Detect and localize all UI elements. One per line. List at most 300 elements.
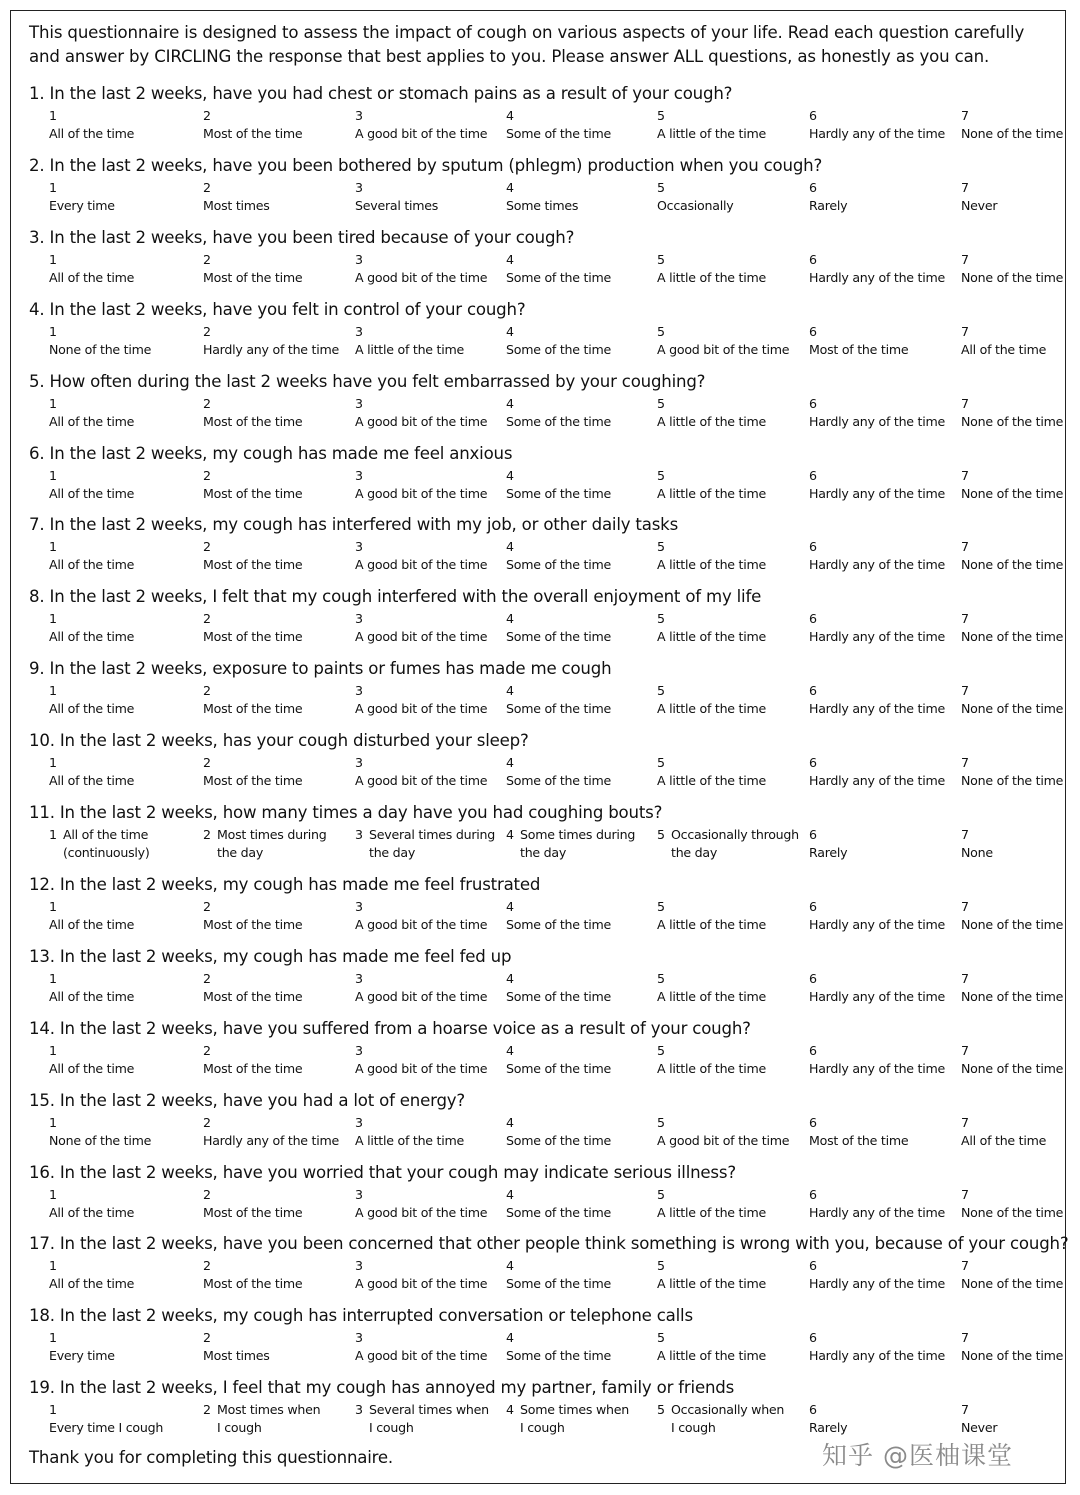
response-number: 5 <box>657 395 665 411</box>
response-number: 7 <box>961 395 969 411</box>
response-option[interactable] <box>203 467 302 503</box>
response-option[interactable] <box>355 1042 487 1078</box>
question-text: 17. In the last 2 weeks, have you been concerned that other people think something is wrong with you, because of your cough? <box>29 1234 1069 1254</box>
question-item <box>0 802 1080 874</box>
response-number: 6 <box>809 755 817 771</box>
response-label: A little of the time <box>657 1348 767 1364</box>
response-label: A good bit of the time <box>355 269 488 285</box>
response-option[interactable] <box>506 251 611 287</box>
response-option[interactable] <box>49 467 134 503</box>
response-number: 7 <box>961 539 969 555</box>
response-option[interactable] <box>961 1401 997 1437</box>
response-label: All of the time <box>49 413 135 429</box>
response-label: Hardly any of the time <box>809 773 946 789</box>
response-option[interactable] <box>809 1257 945 1293</box>
response-label: Hardly any of the time <box>809 269 946 285</box>
response-option[interactable] <box>355 898 487 934</box>
response-number: 4 <box>506 683 514 699</box>
response-option[interactable] <box>506 754 611 790</box>
response-option[interactable] <box>657 970 766 1006</box>
question-item <box>0 1305 1080 1377</box>
response-option[interactable] <box>49 682 134 718</box>
closing-text: Thank you for completing this questionnaire. <box>29 1448 393 1467</box>
response-label: Most of the time <box>203 701 303 717</box>
response-option[interactable] <box>657 323 789 359</box>
response-label: A good bit of the time <box>355 988 488 1004</box>
response-option[interactable] <box>49 323 151 359</box>
response-option[interactable] <box>355 1401 489 1437</box>
response-label: A good bit of the time <box>355 413 488 429</box>
question-item <box>0 1233 1080 1305</box>
response-option[interactable] <box>203 970 302 1006</box>
response-label: A little of the time <box>657 1276 767 1292</box>
response-number: 4 <box>506 1186 514 1202</box>
question-item <box>0 514 1080 586</box>
response-number: 6 <box>809 970 817 986</box>
response-option[interactable] <box>809 826 847 862</box>
response-option[interactable] <box>961 898 1063 934</box>
response-number: 4 <box>506 1042 514 1058</box>
response-option[interactable] <box>506 1401 629 1437</box>
question-text: 2. In the last 2 weeks, have you been bothered by sputum (phlegm) production when you cough? <box>29 155 823 175</box>
response-label: Hardly any of the time <box>809 557 946 573</box>
response-label: Hardly any of the time <box>203 341 340 357</box>
question-text: 9. In the last 2 weeks, exposure to paints or fumes has made me cough <box>29 659 612 679</box>
response-number: 7 <box>961 970 969 986</box>
response-label: Every time <box>49 197 115 213</box>
response-option[interactable] <box>657 1329 766 1365</box>
response-option[interactable] <box>49 1329 115 1365</box>
response-option[interactable] <box>657 1257 766 1293</box>
question-text: 7. In the last 2 weeks, my cough has interfered with my job, or other daily tasks <box>29 515 679 535</box>
response-number: 6 <box>809 898 817 914</box>
response-number: 6 <box>809 179 817 195</box>
response-number: 3 <box>355 1258 363 1274</box>
response-number: 1 <box>49 611 57 627</box>
response-label: A little of the time <box>657 629 767 645</box>
question-text: 10. In the last 2 weeks, has your cough disturbed your sleep? <box>29 731 529 751</box>
response-label: All of the time <box>49 485 135 501</box>
response-number: 6 <box>809 1330 817 1346</box>
response-option[interactable] <box>506 323 611 359</box>
response-number: 2 <box>203 1186 211 1202</box>
response-option[interactable] <box>49 754 134 790</box>
response-option[interactable] <box>355 970 487 1006</box>
response-label: Never <box>961 197 998 213</box>
response-number: 6 <box>809 1186 817 1202</box>
response-label: Occasionally when I cough <box>671 1402 785 1436</box>
response-option[interactable] <box>355 179 438 215</box>
response-label: Hardly any of the time <box>809 988 946 1004</box>
response-number: 4 <box>506 539 514 555</box>
response-option[interactable] <box>809 323 908 359</box>
response-option[interactable] <box>961 1042 1063 1078</box>
response-option[interactable] <box>809 538 945 574</box>
response-option[interactable] <box>961 682 1063 718</box>
response-number: 1 <box>49 251 57 267</box>
response-number: 4 <box>506 827 514 842</box>
response-number: 3 <box>355 1114 363 1130</box>
response-label: Most of the time <box>203 269 303 285</box>
response-option[interactable] <box>506 467 611 503</box>
question-text: 16. In the last 2 weeks, have you worried that your cough may indicate serious illness? <box>29 1162 736 1182</box>
response-number: 2 <box>203 1402 211 1418</box>
response-option[interactable] <box>657 1401 784 1437</box>
response-label: Most of the time <box>203 413 303 429</box>
response-number: 2 <box>203 1042 211 1058</box>
question-item <box>0 155 1080 227</box>
response-option[interactable] <box>203 682 302 718</box>
response-option[interactable] <box>657 1042 766 1078</box>
response-label: All of the time <box>49 1060 135 1076</box>
response-option[interactable] <box>203 1329 270 1365</box>
response-option[interactable] <box>203 1257 302 1293</box>
response-number: 3 <box>355 467 363 483</box>
response-option[interactable] <box>506 970 611 1006</box>
response-option[interactable] <box>355 538 487 574</box>
response-option[interactable] <box>506 179 578 215</box>
response-number: 7 <box>961 108 969 123</box>
response-option[interactable] <box>49 395 134 431</box>
response-label: All of the time <box>49 1276 135 1292</box>
response-option[interactable] <box>49 538 134 574</box>
response-option[interactable] <box>809 1329 945 1365</box>
question-text: 11. In the last 2 weeks, how many times a day have you had coughing bouts? <box>29 803 663 822</box>
response-number: 7 <box>961 323 969 339</box>
response-number: 1 <box>49 1042 57 1058</box>
response-option[interactable] <box>961 1114 1046 1150</box>
response-number: 1 <box>49 323 57 339</box>
response-option[interactable] <box>657 682 766 718</box>
response-label: Hardly any of the time <box>809 126 946 141</box>
response-option[interactable] <box>355 610 487 646</box>
response-option[interactable] <box>355 1329 487 1365</box>
response-number: 4 <box>506 251 514 267</box>
response-option[interactable] <box>809 682 945 718</box>
response-option[interactable] <box>961 1329 1063 1365</box>
response-number: 4 <box>506 1114 514 1130</box>
response-number: 4 <box>506 898 514 914</box>
response-number: 7 <box>961 1330 969 1346</box>
response-label: Most times <box>203 1348 270 1364</box>
response-option[interactable] <box>961 970 1063 1006</box>
response-option[interactable] <box>203 179 270 215</box>
response-option[interactable] <box>809 754 945 790</box>
response-option[interactable] <box>49 1042 134 1078</box>
response-number: 6 <box>809 611 817 627</box>
question-text: 14. In the last 2 weeks, have you suffered from a hoarse voice as a result of your cough? <box>29 1018 751 1038</box>
response-label: A good bit of the time <box>355 1204 488 1220</box>
question-text: 6. In the last 2 weeks, my cough has made me feel anxious <box>29 443 513 463</box>
response-option[interactable] <box>961 107 1063 143</box>
response-option[interactable] <box>961 395 1063 431</box>
response-label: A good bit of the time <box>355 629 488 645</box>
response-number: 2 <box>203 395 211 411</box>
response-option[interactable] <box>506 1114 611 1150</box>
response-number: 1 <box>49 1258 57 1274</box>
response-number: 3 <box>355 1330 363 1346</box>
response-label: A good bit of the time <box>355 701 488 717</box>
response-number: 5 <box>657 611 665 627</box>
question-item <box>0 658 1080 730</box>
response-label: Every time <box>49 1348 115 1364</box>
response-number: 4 <box>506 467 514 483</box>
response-option[interactable] <box>961 323 1046 359</box>
response-number: 5 <box>657 1402 665 1418</box>
response-number: 3 <box>355 755 363 771</box>
response-option[interactable] <box>203 107 302 143</box>
response-number: 3 <box>355 1186 363 1202</box>
response-option[interactable] <box>657 467 766 503</box>
response-label: All of the time <box>49 629 135 645</box>
question-text: 19. In the last 2 weeks, I feel that my cough has annoyed my partner, family or friends <box>29 1378 735 1398</box>
response-option[interactable] <box>506 682 611 718</box>
response-label: A good bit of the time <box>355 485 488 501</box>
response-option[interactable] <box>657 1114 789 1150</box>
response-number: 7 <box>961 1042 969 1058</box>
response-label: Hardly any of the time <box>809 1276 946 1292</box>
response-label: None of the time <box>961 1276 1064 1292</box>
response-option[interactable] <box>203 323 339 359</box>
response-number: 3 <box>355 970 363 986</box>
response-option[interactable] <box>203 1042 302 1078</box>
response-number: 7 <box>961 1402 969 1418</box>
response-number: 2 <box>203 323 211 339</box>
response-option[interactable] <box>506 826 635 862</box>
response-option[interactable] <box>355 1186 487 1222</box>
response-label: Some of the time <box>506 341 611 357</box>
response-option[interactable] <box>355 467 487 503</box>
response-option[interactable] <box>961 826 993 862</box>
response-number: 1 <box>49 395 57 411</box>
response-number: 1 <box>49 1186 57 1202</box>
question-text: 5. How often during the last 2 weeks have you felt embarrassed by your coughing? <box>29 371 706 391</box>
response-label: All of the time <box>49 126 135 141</box>
response-option[interactable] <box>355 826 495 862</box>
response-label: Some of the time <box>506 413 611 429</box>
response-label: None of the time <box>961 916 1064 932</box>
response-option[interactable] <box>961 1257 1063 1293</box>
response-option[interactable] <box>203 1114 339 1150</box>
response-option[interactable] <box>506 1329 611 1365</box>
response-option[interactable] <box>203 538 302 574</box>
response-number: 1 <box>49 467 57 483</box>
response-option[interactable] <box>355 754 487 790</box>
response-option[interactable] <box>657 538 766 574</box>
response-number: 2 <box>203 970 211 986</box>
response-number: 1 <box>49 683 57 699</box>
response-option[interactable] <box>506 395 611 431</box>
response-option[interactable] <box>49 251 134 287</box>
response-number: 4 <box>506 611 514 627</box>
response-option[interactable] <box>961 467 1063 503</box>
response-label: Some of the time <box>506 1204 611 1220</box>
response-option[interactable] <box>506 1042 611 1078</box>
response-label: Hardly any of the time <box>809 916 946 932</box>
response-number: 6 <box>809 1042 817 1058</box>
response-number: 4 <box>506 1258 514 1274</box>
response-label: Hardly any of the time <box>809 485 946 501</box>
response-number: 5 <box>657 467 665 483</box>
response-option[interactable] <box>961 538 1063 574</box>
response-label: Some of the time <box>506 557 611 573</box>
response-option[interactable] <box>961 754 1063 790</box>
response-label: Hardly any of the time <box>809 629 946 645</box>
response-label: A good bit of the time <box>355 1276 488 1292</box>
question-item <box>0 730 1080 802</box>
response-option[interactable] <box>355 395 487 431</box>
response-number: 2 <box>203 898 211 914</box>
response-option[interactable] <box>203 610 302 646</box>
response-option[interactable] <box>809 467 945 503</box>
response-option[interactable] <box>203 251 302 287</box>
response-option[interactable] <box>49 1186 134 1222</box>
response-label: Hardly any of the time <box>809 1348 946 1364</box>
response-option[interactable] <box>49 610 134 646</box>
response-label: A little of the time <box>657 916 767 932</box>
response-label: A little of the time <box>355 341 465 357</box>
response-option[interactable] <box>506 1257 611 1293</box>
response-number: 6 <box>809 395 817 411</box>
response-option[interactable] <box>506 1186 611 1222</box>
response-option[interactable] <box>506 538 611 574</box>
response-option[interactable] <box>809 610 945 646</box>
response-option[interactable] <box>506 107 611 143</box>
response-label: Every time I cough <box>49 1420 164 1436</box>
response-number: 6 <box>809 108 817 123</box>
response-option[interactable] <box>809 251 945 287</box>
response-option[interactable] <box>355 1257 487 1293</box>
response-label: All of the time <box>961 1132 1047 1148</box>
response-number: 2 <box>203 1330 211 1346</box>
response-label: A little of the time <box>657 988 767 1004</box>
response-label: A little of the time <box>355 1132 465 1148</box>
response-option[interactable] <box>506 610 611 646</box>
question-item <box>0 1162 1080 1234</box>
response-option[interactable] <box>657 754 766 790</box>
response-number: 1 <box>49 539 57 555</box>
question-item <box>0 874 1080 946</box>
response-number: 7 <box>961 179 969 195</box>
response-option[interactable] <box>49 179 115 215</box>
response-option[interactable] <box>49 970 134 1006</box>
response-number: 5 <box>657 179 665 195</box>
response-label: None of the time <box>961 701 1064 717</box>
response-number: 1 <box>49 108 57 123</box>
response-label: Most times when I cough <box>217 1402 321 1436</box>
response-number: 1 <box>49 827 57 842</box>
question-text: 8. In the last 2 weeks, I felt that my cough interfered with the overall enjoyment of my life <box>29 587 762 607</box>
response-option[interactable] <box>657 179 733 215</box>
response-option[interactable] <box>355 107 487 143</box>
response-label: Hardly any of the time <box>809 1204 946 1220</box>
response-number: 1 <box>49 1330 57 1346</box>
response-label: A little of the time <box>657 126 767 141</box>
response-option[interactable] <box>657 898 766 934</box>
response-option[interactable] <box>203 898 302 934</box>
response-number: 6 <box>809 539 817 555</box>
response-option[interactable] <box>809 1186 945 1222</box>
response-label: A good bit of the time <box>355 557 488 573</box>
response-option[interactable] <box>809 1042 945 1078</box>
response-option[interactable] <box>657 610 766 646</box>
response-option[interactable] <box>809 898 945 934</box>
response-label: Some times when I cough <box>520 1402 629 1436</box>
response-label: None of the time <box>961 773 1064 789</box>
question-item <box>0 946 1080 1018</box>
instructions-paragraph: This questionnaire is designed to assess the impact of cough on various aspects of your life. Read each question carefully and answer by CIRCLING the response that best applies to you. Please answer ALL questions, as honestly as you can. <box>29 23 1025 66</box>
response-option[interactable] <box>203 754 302 790</box>
response-option[interactable] <box>49 1257 134 1293</box>
response-option[interactable] <box>355 682 487 718</box>
response-option[interactable] <box>355 323 464 359</box>
response-option[interactable] <box>203 395 302 431</box>
response-option[interactable] <box>809 1114 908 1150</box>
response-number: 6 <box>809 1258 817 1274</box>
response-number: 7 <box>961 1114 969 1130</box>
response-label: None of the time <box>961 126 1064 141</box>
response-option[interactable] <box>355 251 487 287</box>
response-label: Most of the time <box>203 126 303 141</box>
response-number: 7 <box>961 755 969 771</box>
response-number: 5 <box>657 1042 665 1058</box>
response-option[interactable] <box>49 898 134 934</box>
response-label: Several times during the day <box>369 827 495 860</box>
response-option[interactable] <box>809 1401 847 1437</box>
response-option[interactable] <box>961 610 1063 646</box>
response-number: 2 <box>203 755 211 771</box>
response-option[interactable] <box>203 1401 320 1437</box>
response-option[interactable] <box>961 179 997 215</box>
response-option[interactable] <box>49 1401 163 1437</box>
response-option[interactable] <box>657 826 799 862</box>
response-option[interactable] <box>657 251 766 287</box>
response-option[interactable] <box>49 1114 151 1150</box>
response-number: 6 <box>809 467 817 483</box>
response-option[interactable] <box>657 395 766 431</box>
response-label: All of the time <box>49 269 135 285</box>
question-item <box>0 1090 1080 1162</box>
response-label: Some of the time <box>506 1132 611 1148</box>
response-option[interactable] <box>809 107 945 143</box>
response-number: 6 <box>809 827 817 842</box>
response-option[interactable] <box>657 1186 766 1222</box>
response-label: None of the time <box>961 1348 1064 1364</box>
response-label: Some of the time <box>506 701 611 717</box>
response-option[interactable] <box>506 898 611 934</box>
response-option[interactable] <box>203 826 326 862</box>
response-number: 1 <box>49 898 57 914</box>
response-option[interactable] <box>355 1114 464 1150</box>
response-label: All of the time <box>961 341 1047 357</box>
response-label: Some times during the day <box>520 827 636 860</box>
response-label: A good bit of the time <box>355 1348 488 1364</box>
response-option[interactable] <box>203 1186 302 1222</box>
response-label: Most of the time <box>809 341 909 357</box>
response-option[interactable] <box>49 107 134 143</box>
response-option[interactable] <box>809 395 945 431</box>
response-option[interactable] <box>809 179 847 215</box>
response-option[interactable] <box>961 1186 1063 1222</box>
response-option[interactable] <box>657 107 766 143</box>
response-label: Occasionally through the day <box>671 827 799 860</box>
response-option[interactable] <box>49 826 150 862</box>
response-option[interactable] <box>809 970 945 1006</box>
response-option[interactable] <box>961 251 1063 287</box>
response-label: None of the time <box>961 1060 1064 1076</box>
response-number: 2 <box>203 251 211 267</box>
response-label: Most of the time <box>203 916 303 932</box>
